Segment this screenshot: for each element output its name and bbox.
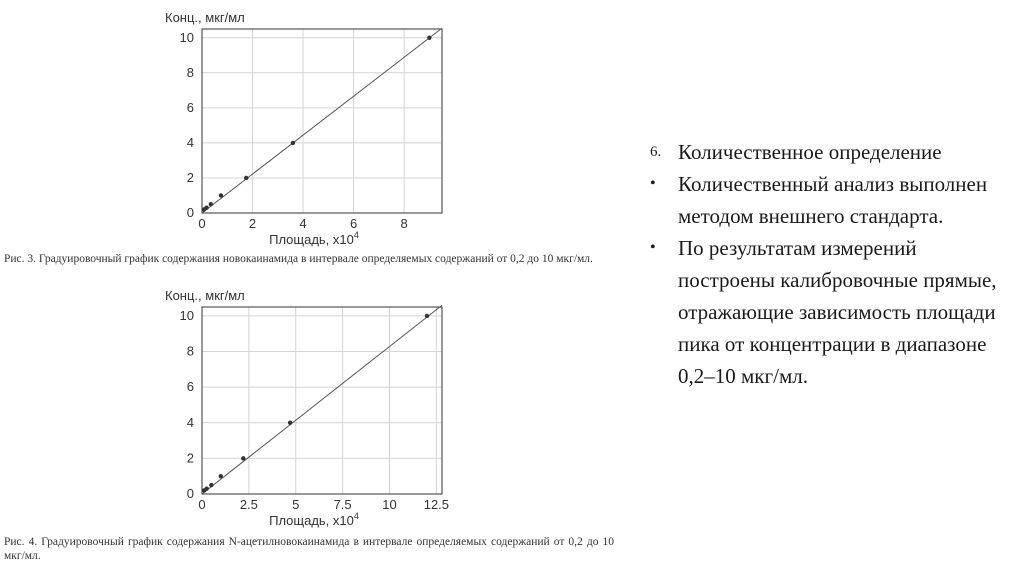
x-axis-title-text: Площадь, x10	[269, 232, 354, 247]
x-tick-label: 4	[299, 216, 307, 231]
calibration-line	[202, 28, 442, 213]
x-axis-title-text: Площадь, x10	[269, 513, 354, 528]
calibration-chart-novocainamide	[160, 10, 460, 250]
calibration-line	[202, 305, 442, 494]
text-panel	[650, 136, 1010, 392]
data-point	[427, 36, 431, 40]
bullet-marker: •	[650, 175, 656, 192]
x-tick-label: 2.5	[239, 497, 258, 512]
y-tick-label: 6	[186, 379, 194, 395]
list-number: 6.	[650, 144, 662, 160]
data-point	[219, 193, 223, 197]
heading-text: Количественное определение	[678, 140, 942, 164]
x-tick-label: 5	[292, 497, 300, 512]
bullet-item	[650, 168, 1010, 232]
y-axis-title: Конц., мкг/мл	[165, 288, 245, 303]
numbered-heading	[650, 136, 1010, 168]
data-point	[209, 483, 213, 487]
x-axis-title-exponent: 4	[353, 511, 359, 521]
data-point	[288, 421, 292, 425]
data-point	[219, 474, 223, 478]
data-point	[241, 456, 245, 460]
y-tick-label: 10	[179, 307, 194, 323]
x-tick-label: 10	[382, 497, 397, 512]
bullet-text: Количественный анализ выполнен методом внешнего стандарта.	[678, 172, 988, 228]
data-point	[209, 202, 213, 206]
data-point	[291, 141, 295, 145]
x-axis-title-exponent: 4	[353, 230, 359, 240]
x-axis-title	[269, 511, 359, 528]
bullet-item	[650, 232, 1010, 392]
y-tick-label: 4	[186, 134, 194, 150]
data-point	[204, 206, 208, 210]
y-tick-label: 2	[186, 169, 194, 185]
data-point	[425, 314, 429, 318]
data-point	[244, 176, 248, 180]
y-tick-label: 2	[186, 450, 194, 466]
x-tick-label: 12.5	[423, 497, 450, 512]
figure-caption-4: Рис. 4. Градуировочный график содержания N-ацетилновокаинамида в интервале определяемых содержаний от 0,2 до 10 мкг/мл.	[4, 536, 614, 562]
y-axis-title: Конц., мкг/мл	[165, 10, 245, 25]
x-tick-label: 8	[400, 216, 408, 231]
calibration-chart-n-acetylnovocainamide	[160, 288, 460, 536]
y-tick-label: 0	[186, 486, 194, 501]
data-point	[204, 486, 208, 490]
bullet-marker: •	[650, 239, 656, 256]
y-tick-label: 10	[179, 29, 194, 45]
x-tick-label: 0	[198, 497, 206, 512]
y-tick-label: 8	[186, 64, 194, 80]
x-tick-label: 7.5	[333, 497, 352, 512]
x-tick-label: 0	[198, 216, 206, 231]
y-tick-label: 6	[186, 99, 194, 115]
figure-caption-3: Рис. 3. Градуировочный график содержания новокаинамида в интервале определяемых содержаний от 0,2 до 10 мкг/мл.	[4, 253, 593, 265]
y-tick-label: 8	[186, 343, 194, 359]
y-tick-label: 0	[186, 205, 194, 220]
x-axis-title	[269, 230, 359, 247]
x-tick-label: 2	[248, 216, 257, 231]
x-tick-label: 6	[349, 216, 358, 231]
y-tick-label: 4	[186, 414, 194, 430]
bullet-text: По результатам измерений построены калибровочные прямые, отражающие зависимость площади пика от концентрации в диапазоне 0,2–10 мкг/мл.	[678, 236, 997, 388]
